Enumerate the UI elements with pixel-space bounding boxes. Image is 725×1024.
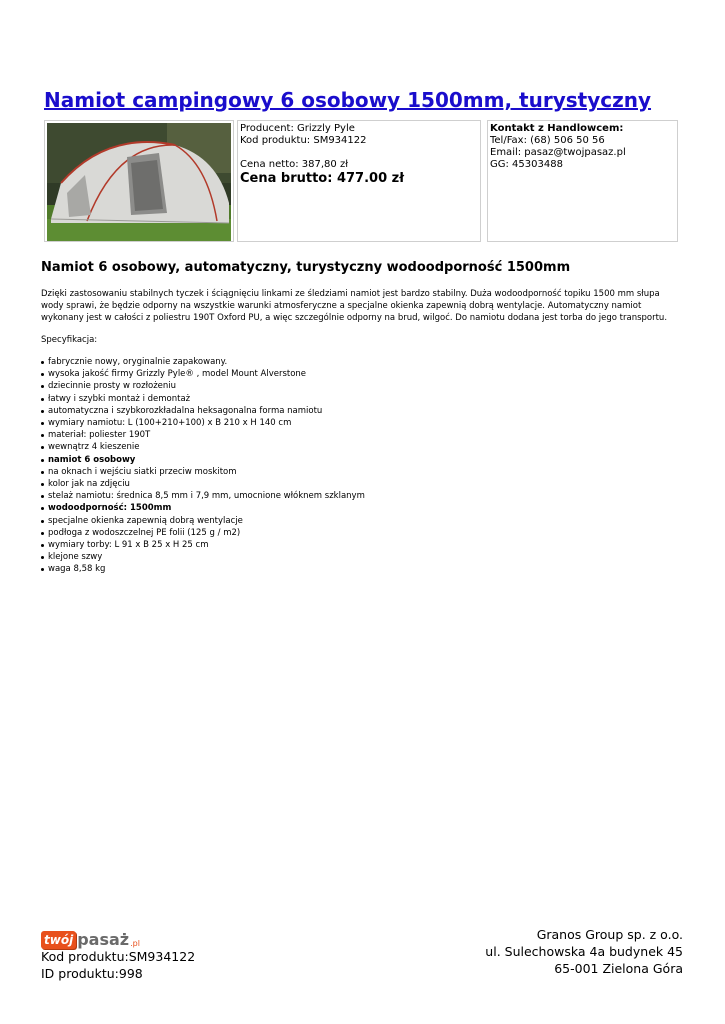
twojpasaz-logo (41, 927, 140, 949)
contact-box (487, 120, 678, 242)
spec-item: na oknach i wejściu siatki przeciw moskitom (41, 466, 365, 478)
spec-list (41, 356, 365, 576)
footer-product-code: Kod produktu:SM934122 (41, 949, 196, 964)
contact-gg: GG: 45303488 (490, 159, 563, 170)
spec-item: wysoka jakość firmy Grizzly Pyle® , model Mount Alverstone (41, 368, 365, 380)
company-name: Granos Group sp. z o.o. (536, 927, 683, 942)
producer: Producent: Grizzly Pyle (240, 123, 355, 134)
spec-item: fabrycznie nowy, oryginalnie zapakowany. (41, 356, 365, 368)
spec-item: wymiary namiotu: L (100+210+100) x B 210 x H 140 cm (41, 417, 365, 429)
logo-suffix: .pl (130, 939, 140, 948)
net-price: Cena netto: 387,80 zł (240, 159, 349, 170)
section-heading: Namiot 6 osobowy, automatyczny, turystyczny wodoodporność 1500mm (41, 260, 571, 275)
spec-item: wymiary torby: L 91 x B 25 x H 25 cm (41, 539, 365, 551)
spec-item: kolor jak na zdjęciu (41, 478, 365, 490)
contact-phone: Tel/Fax: (68) 506 50 56 (490, 135, 605, 146)
spec-item: wodoodporność: 1500mm (41, 502, 365, 514)
contact-heading: Kontakt z Handlowcem: (490, 123, 624, 134)
spec-item: waga 8,58 kg (41, 563, 365, 575)
spec-item: specjalne okienka zapewnią dobrą wentylacje (41, 515, 365, 527)
spec-item: automatyczna i szybkorozkładalna heksagonalna forma namiotu (41, 405, 365, 417)
company-street: ul. Sulechowska 4a budynek 45 (485, 944, 683, 959)
spec-item: dziecinnie prosty w rozłożeniu (41, 380, 365, 392)
contact-email: Email: pasaz@twojpasaz.pl (490, 147, 626, 158)
product-description: Dzięki zastosowaniu stabilnych tyczek i ściągnięciu linkami ze śledziami namiot jest bardzo stabilny. Duża wodoodporność topiku 1500 mm słupa wody sprawi, że będzie odporny na wszystkie warunki atmosferyczne a specjalne okienka zapewnią dobrą wentylacje. Automatyczny namiot wykonany jest w całości z poliestru 190T Oxford PU, a więc szczególnie odporny na brud, wilgoć. Do namiotu dodana jest torba do jego transportu. (41, 289, 668, 324)
product-image-box (44, 120, 234, 242)
product-code: Kod produktu: SM934122 (240, 135, 367, 146)
spec-item: klejone szwy (41, 551, 365, 563)
spec-label: Specyfikacja: (41, 335, 98, 345)
footer-company-address (485, 926, 683, 977)
company-city: 65-001 Zielona Góra (554, 961, 683, 976)
spec-item: wewnątrz 4 kieszenie (41, 441, 365, 453)
logo-badge: twój (41, 931, 76, 949)
logo-text: pasaż (77, 930, 130, 949)
spec-item: stelaż namiotu: średnica 8,5 mm i 7,9 mm, umocnione włóknem szklanym (41, 490, 365, 502)
product-title-link[interactable]: Namiot campingowy 6 osobowy 1500mm, turystyczny (44, 88, 652, 112)
spec-item: łatwy i szybki montaż i demontaż (41, 393, 365, 405)
spec-item: materiał: poliester 190T (41, 429, 365, 441)
footer-product-id: ID produktu:998 (41, 966, 143, 981)
spec-item: namiot 6 osobowy (41, 454, 365, 466)
spec-item: podłoga z wodoszczelnej PE folii (125 g / m2) (41, 527, 365, 539)
product-info-box (237, 120, 481, 242)
gross-price: Cena brutto: 477.00 zł (240, 171, 405, 186)
footer-product-info (41, 948, 195, 982)
product-image (47, 123, 231, 241)
